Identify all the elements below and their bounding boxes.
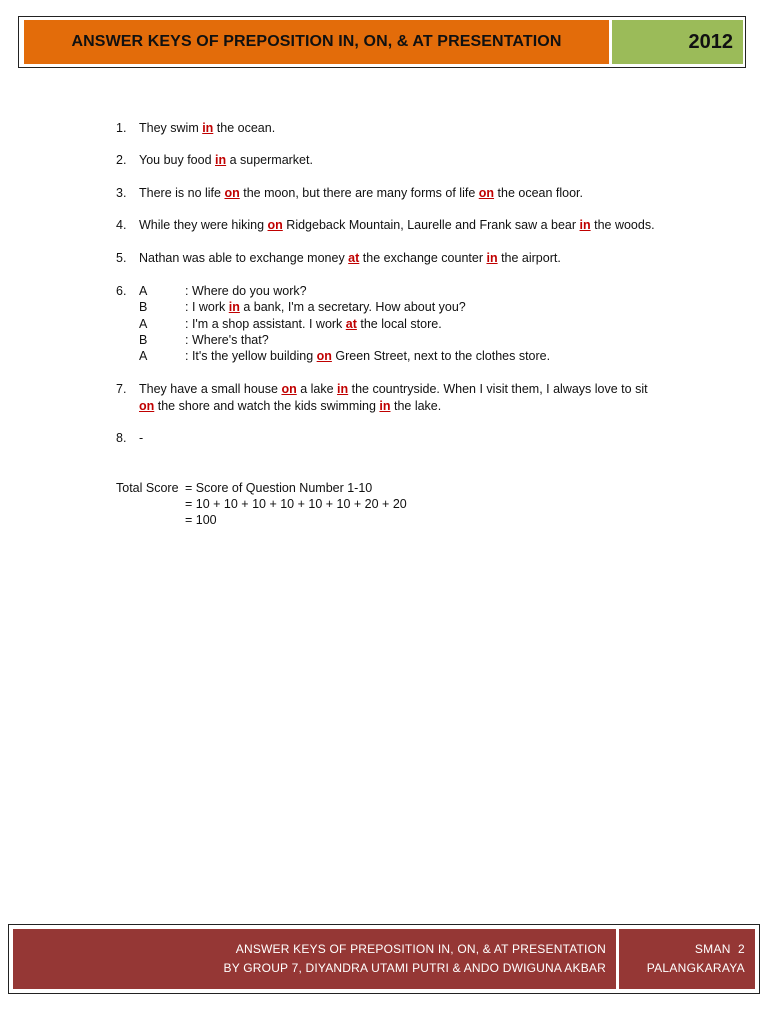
answer-word: on bbox=[281, 382, 297, 396]
dialogue-text: : I work in a bank, I'm a secretary. How about you? bbox=[185, 300, 466, 314]
question-text: You buy food in a supermarket. bbox=[139, 153, 313, 167]
answer-word: in bbox=[215, 153, 227, 167]
question-number: 3. bbox=[116, 186, 127, 200]
footer-school-name: SMAN 2 bbox=[694, 942, 745, 956]
answer-word: in bbox=[337, 382, 349, 396]
question-number: 2. bbox=[116, 153, 127, 167]
footer-title-block bbox=[13, 929, 616, 989]
answer-word: in bbox=[579, 218, 591, 232]
total-score-label: Total Score bbox=[116, 481, 179, 495]
answer-word: in bbox=[202, 121, 214, 135]
dialogue-speaker: A bbox=[139, 284, 148, 298]
answer-word: at bbox=[345, 317, 357, 331]
question-number: 1. bbox=[116, 121, 127, 135]
answer-word: on bbox=[267, 218, 283, 232]
question-text: They swim in the ocean. bbox=[139, 121, 276, 135]
header-title: ANSWER KEYS OF PREPOSITION IN, ON, & AT PRESENTATION bbox=[24, 20, 609, 64]
question-text: on the shore and watch the kids swimming in the lake. bbox=[139, 399, 442, 413]
question-number: 5. bbox=[116, 251, 127, 265]
answer-word: on bbox=[224, 186, 240, 200]
question-number: 4. bbox=[116, 218, 127, 232]
dialogue-speaker: A bbox=[139, 317, 148, 331]
answer-word: in bbox=[228, 300, 240, 314]
question-number: 6. bbox=[116, 284, 127, 298]
question-text: They have a small house on a lake in the countryside. When I visit them, I always love to sit bbox=[139, 382, 648, 396]
answer-word: in bbox=[486, 251, 498, 265]
answer-word: on bbox=[139, 399, 155, 413]
footer-title: ANSWER KEYS OF PREPOSITION IN, ON, & AT PRESENTATION bbox=[235, 942, 606, 956]
question-number: 8. bbox=[116, 431, 127, 445]
dialogue-text: : Where do you work? bbox=[185, 284, 307, 298]
question-text: There is no life on the moon, but there are many forms of life on the ocean floor. bbox=[139, 186, 583, 200]
answer-word: at bbox=[348, 251, 360, 265]
dialogue-speaker: B bbox=[139, 300, 148, 314]
total-score-sum: = 10 + 10 + 10 + 10 + 10 + 10 + 20 + 20 bbox=[185, 497, 407, 511]
dialogue-text: : It's the yellow building on Green Street, next to the clothes store. bbox=[185, 349, 551, 363]
footer-authors: BY GROUP 7, DIYANDRA UTAMI PUTRI & ANDO DWIGUNA AKBAR bbox=[223, 961, 606, 975]
question-text: Nathan was able to exchange money at the exchange counter in the airport. bbox=[139, 251, 561, 265]
answer-word: on bbox=[316, 349, 332, 363]
header-year: 2012 bbox=[612, 20, 743, 64]
footer-school-block bbox=[619, 929, 755, 989]
question-text: While they were hiking on Ridgeback Mountain, Laurelle and Frank saw a bear in the woods. bbox=[139, 218, 655, 232]
total-score-result: = 100 bbox=[185, 513, 217, 527]
total-score-formula: = Score of Question Number 1-10 bbox=[185, 481, 373, 495]
question-text: - bbox=[139, 431, 144, 445]
dialogue-text: : I'm a shop assistant. I work at the local store. bbox=[185, 317, 442, 331]
dialogue-speaker: B bbox=[139, 333, 148, 347]
question-number: 7. bbox=[116, 382, 127, 396]
answer-word: in bbox=[379, 399, 391, 413]
dialogue-speaker: A bbox=[139, 349, 148, 363]
dialogue-text: : Where's that? bbox=[185, 333, 269, 347]
answer-word: on bbox=[478, 186, 495, 200]
footer-school-city: PALANGKARAYA bbox=[646, 961, 745, 975]
